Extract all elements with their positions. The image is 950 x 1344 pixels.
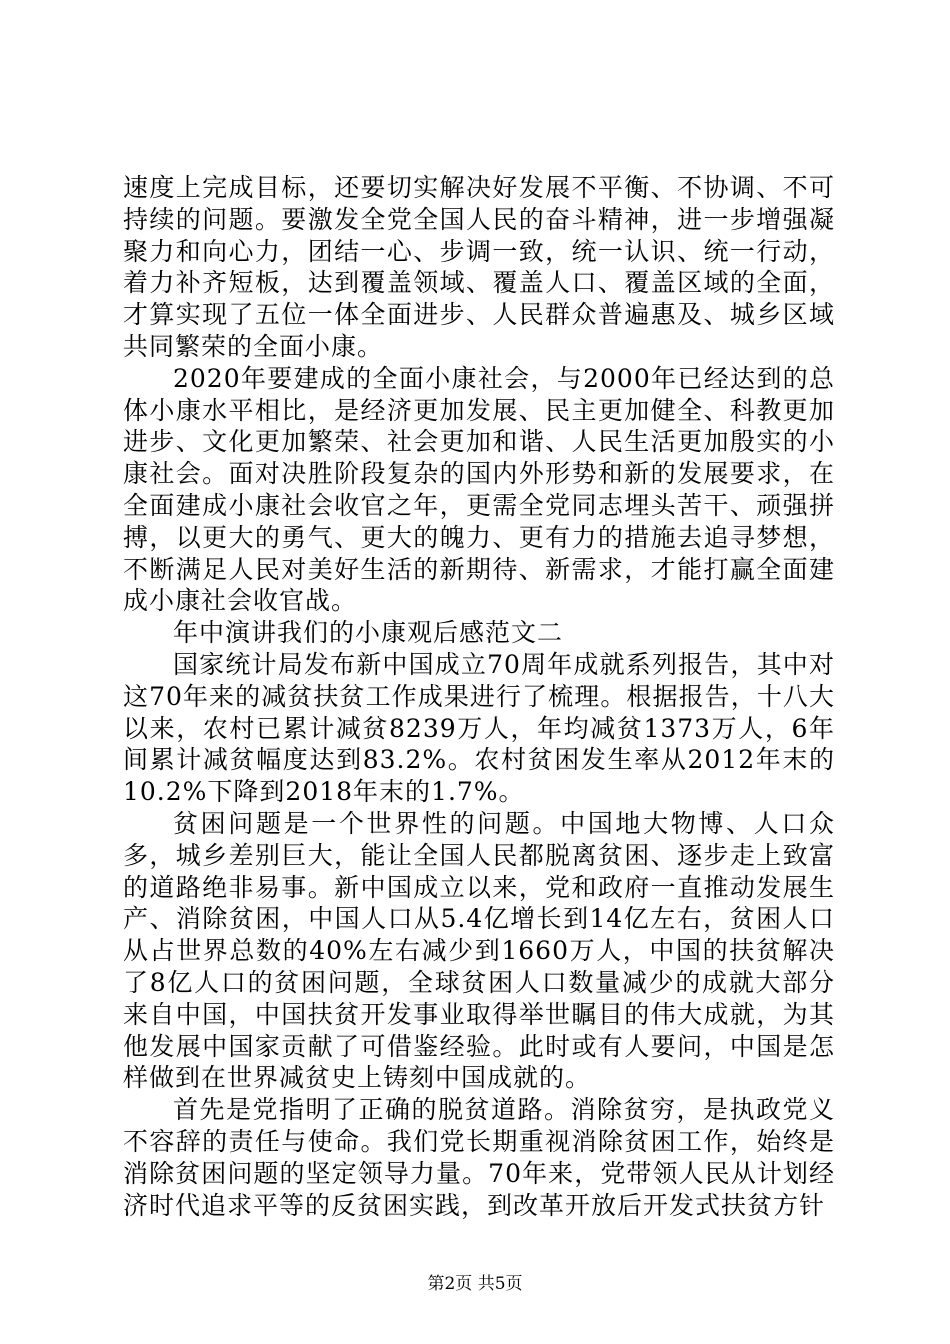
paragraph: 2020年要建成的全面小康社会，与2000年已经达到的总体小康水平相比，是经济更加发展、民主更加健全、科教更加进步、文化更加繁荣、社会更加和谐、人民生活更加殷实的小康社会。面对决胜阶段复杂的国内外形势和新的发展要求，在全面建成小康社会收官之年，更需全党同志埋头苦干、顽强拼搏，以更大的勇气、更大的魄力、更有力的措施去追寻梦想，不断满足人民对美好生活的新期待、新需求，才能打赢全面建成小康社会收官战。 [123, 363, 835, 616]
paragraph: 贫困问题是一个世界性的问题。中国地大物博、人口众多，城乡差别巨大，能让全国人民都脱离贫困、逐步走上致富的道路绝非易事。新中国成立以来，党和政府一直推动发展生产、消除贫困，中国人口从5.4亿增长到14亿左右，贫困人口从占世界总数的40%左右减少到1660万人，中国的扶贫解决了8亿人口的贫困问题，全球贫困人口数量减少的成就大部分来自中国，中国扶贫开发事业取得举世瞩目的伟大成就，为其他发展中国家贡献了可借鉴经验。此时或有人要问，中国是怎样做到在世界减贫史上铸刻中国成就的。 [123, 808, 835, 1093]
paragraph: 首先是党指明了正确的脱贫道路。消除贫穷，是执政党义不容辞的责任与使命。我们党长期重视消除贫困工作，始终是消除贫困问题的坚定领导力量。70年来，党带领人民从计划经济时代追求平等的反贫困实践，到改革开放后开发式扶贫方针 [123, 1095, 835, 1220]
paragraph-continued: 速度上完成目标，还要切实解决好发展不平衡、不协调、不可持续的问题。要激发全党全国人民的奋斗精神，进一步增强凝聚力和向心力，团结一心、步调一致，统一认识、统一行动，着力补齐短板，达到覆盖领域、覆盖人口、覆盖区域的全面，才算实现了五位一体全面进步、人民群众普遍惠及、城乡区域共同繁荣的全面小康。 [123, 173, 835, 361]
section-heading: 年中演讲我们的小康观后感范文二 [173, 618, 564, 648]
paragraph: 国家统计局发布新中国成立70周年成就系列报告，其中对这70年来的减贫扶贫工作成果进行了梳理。根据报告，十八大以来，农村已累计减贫8239万人，年均减贫1373万人，6年间累计减贫幅度达到83.2%。农村贫困发生率从2012年末的10.2%下降到2018年末的1.7%。 [123, 649, 835, 807]
page-footer: 第2页 共5页 [427, 1274, 523, 1294]
document-body [123, 172, 835, 1221]
